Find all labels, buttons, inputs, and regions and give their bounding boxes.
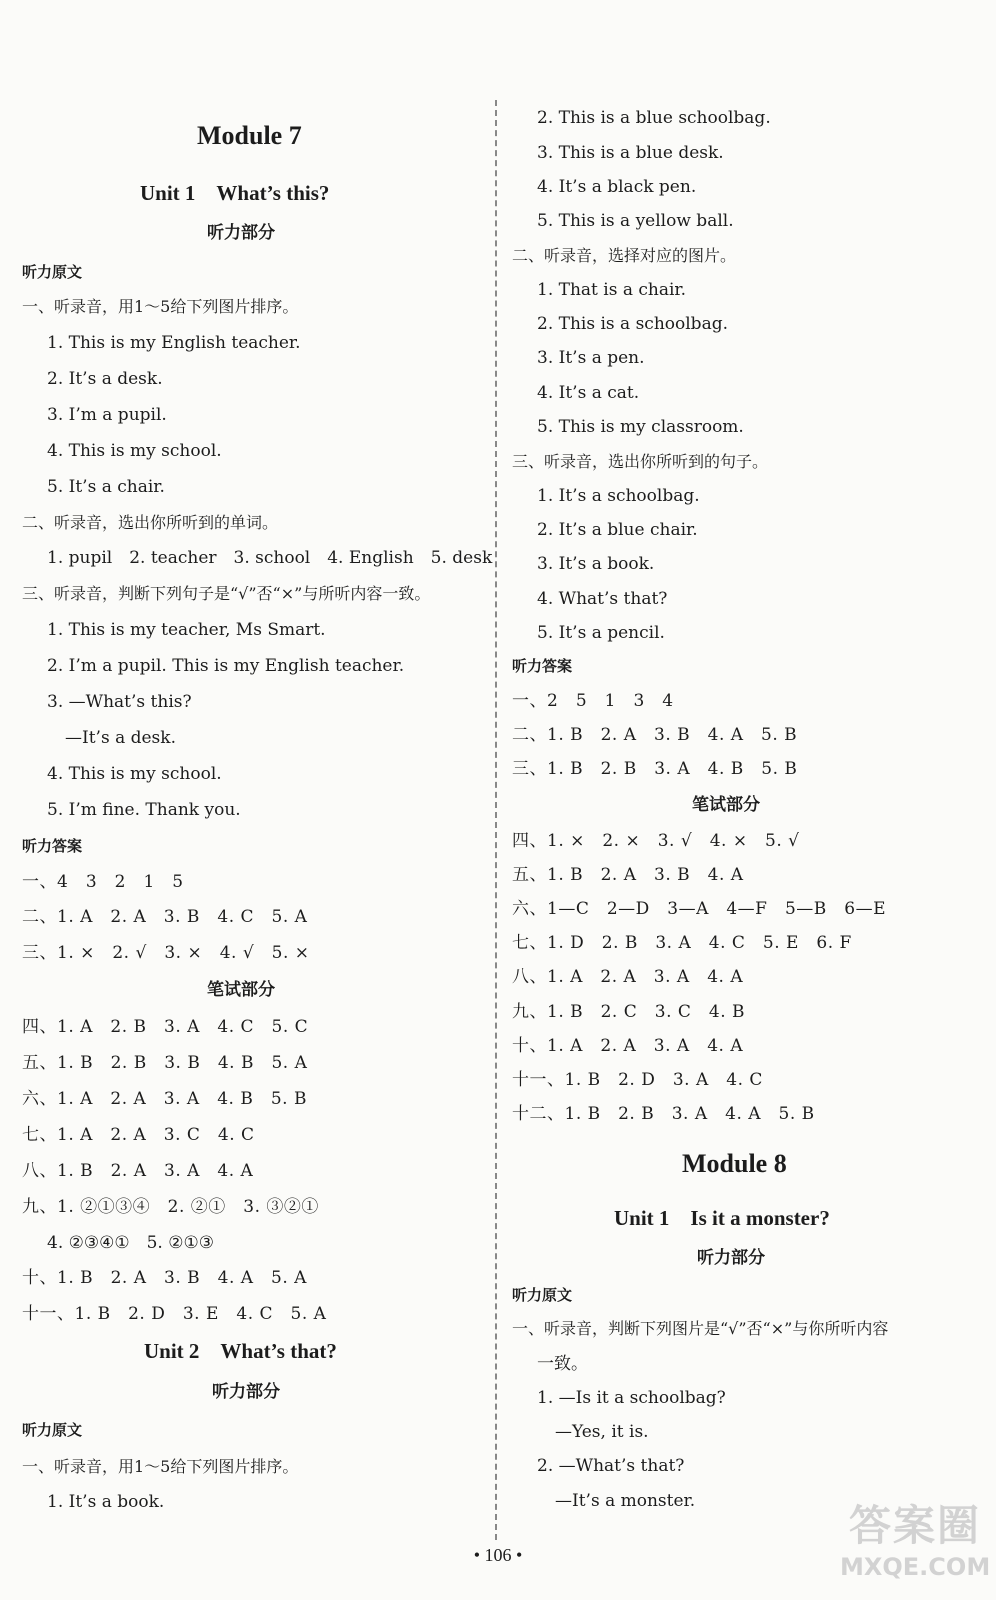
answer-line: 一、2 5 1 3 4	[512, 691, 674, 711]
answer-line: 二、1. B 2. A 3. B 4. A 5. B	[512, 725, 798, 745]
text-line: 3. It’s a pen.	[537, 348, 645, 368]
unit-heading: Unit 2 What’s that?	[144, 1339, 337, 1363]
text-line: 4. It’s a black pen.	[537, 177, 697, 197]
text-line: 4. What’s that?	[537, 589, 668, 609]
answer-line: 五、1. B 2. B 3. B 4. B 5. A	[22, 1053, 308, 1073]
part-heading: 听力部分	[207, 223, 275, 243]
text-line: 4. This is my school.	[47, 764, 222, 784]
text-line: 3. It’s a book.	[537, 554, 655, 574]
text-line: 1. —Is it a schoolbag?	[537, 1388, 726, 1408]
answer-line: 九、1. B 2. C 3. C 4. B	[512, 1002, 745, 1022]
text-line: 4. This is my school.	[47, 441, 222, 461]
answer-line: 四、1. × 2. × 3. √ 4. × 5. √	[512, 831, 800, 851]
unit-heading: Unit 1 Is it a monster?	[614, 1206, 830, 1230]
text-line: —Yes, it is.	[555, 1422, 649, 1442]
answer-line: 三、1. B 2. B 3. A 4. B 5. B	[512, 759, 798, 779]
text-line: 2. It’s a desk.	[47, 369, 163, 389]
text-line: 5. I’m fine. Thank you.	[47, 800, 241, 820]
text-line: 4. ②③④① 5. ②①③	[47, 1233, 214, 1253]
text-line: 2. It’s a blue chair.	[537, 520, 698, 540]
column-divider	[495, 100, 497, 1540]
part-heading: 笔试部分	[207, 980, 275, 1000]
text-line: 1. This is my teacher, Ms Smart.	[47, 620, 326, 640]
watermark-url: MXQE.COM	[840, 1553, 991, 1581]
text-line: 一致。	[537, 1354, 588, 1374]
part-heading: 笔试部分	[692, 795, 760, 815]
section-label: 听力原文	[22, 263, 83, 281]
text-line: 1. It’s a schoolbag.	[537, 486, 700, 506]
answer-line: 十、1. A 2. A 3. A 4. A	[512, 1036, 744, 1056]
question-instruction: 二、听录音，选择对应的图片。	[512, 246, 737, 265]
question-instruction: 一、听录音，判断下列图片是“√”否“×”与你所听内容	[512, 1319, 889, 1338]
text-line: 2. This is a blue schoolbag.	[537, 108, 771, 128]
answer-line: 三、1. × 2. √ 3. × 4. √ 5. ×	[22, 943, 310, 963]
section-label: 听力原文	[512, 1286, 573, 1304]
text-line: 3. —What’s this?	[47, 692, 192, 712]
section-label: 听力答案	[22, 837, 83, 855]
question-instruction: 三、听录音，选出你所听到的句子。	[512, 452, 769, 471]
text-line: —It’s a desk.	[65, 728, 176, 748]
text-line: 1. It’s a book.	[47, 1492, 165, 1512]
text-line: 5. It’s a chair.	[47, 477, 165, 497]
text-line: 4. It’s a cat.	[537, 383, 640, 403]
part-heading: 听力部分	[697, 1248, 765, 1268]
answer-line: 八、1. B 2. A 3. A 4. A	[22, 1161, 254, 1181]
answer-line: 六、1—C 2—D 3—A 4—F 5—B 6—E	[512, 899, 887, 919]
page-number: • 106 •	[473, 1545, 523, 1565]
answer-line: 九、1. ②①③④ 2. ②① 3. ③②①	[22, 1197, 319, 1217]
text-line: 5. This is my classroom.	[537, 417, 744, 437]
answer-line: 十一、1. B 2. D 3. E 4. C 5. A	[22, 1304, 327, 1324]
answer-line: 十一、1. B 2. D 3. A 4. C	[512, 1070, 763, 1090]
answer-line: 二、1. A 2. A 3. B 4. C 5. A	[22, 907, 308, 927]
answer-line: 十二、1. B 2. B 3. A 4. A 5. B	[512, 1104, 815, 1124]
text-line: 3. I’m a pupil.	[47, 405, 167, 425]
text-line: 1. That is a chair.	[537, 280, 687, 300]
answer-line: 六、1. A 2. A 3. A 4. B 5. B	[22, 1089, 307, 1109]
answer-line: 一、4 3 2 1 5	[22, 872, 184, 892]
section-label: 听力答案	[512, 657, 573, 675]
module-heading: Module 8	[682, 1149, 787, 1178]
text-line: 5. It’s a pencil.	[537, 623, 665, 643]
text-line: 2. I’m a pupil. This is my English teacher.	[47, 656, 405, 676]
question-instruction: 一、听录音，用1～5给下列图片排序。	[22, 1457, 299, 1476]
text-line: 3. This is a blue desk.	[537, 143, 724, 163]
text-line: 1. This is my English teacher.	[47, 333, 301, 353]
module-heading: Module 7	[197, 121, 302, 150]
text-line: 5. This is a yellow ball.	[537, 211, 734, 231]
unit-heading: Unit 1 What’s this?	[140, 181, 330, 205]
answer-line: 八、1. A 2. A 3. A 4. A	[512, 967, 744, 987]
text-line: 2. —What’s that?	[537, 1456, 685, 1476]
watermark-logo	[840, 1500, 990, 1595]
answer-line: 五、1. B 2. A 3. B 4. A	[512, 865, 744, 885]
question-instruction: 三、听录音，判断下列句子是“√”否“×”与所听内容一致。	[22, 584, 431, 603]
answer-line: 七、1. D 2. B 3. A 4. C 5. E 6. F	[512, 933, 852, 953]
question-instruction: 二、听录音，选出你所听到的单词。	[22, 513, 279, 532]
answer-line: 七、1. A 2. A 3. C 4. C	[22, 1125, 255, 1145]
text-line: —It’s a monster.	[555, 1491, 696, 1511]
part-heading: 听力部分	[212, 1382, 280, 1402]
answer-line: 十、1. B 2. A 3. B 4. A 5. A	[22, 1268, 307, 1288]
question-instruction: 一、听录音，用1～5给下列图片排序。	[22, 297, 299, 316]
answer-line: 四、1. A 2. B 3. A 4. C 5. C	[22, 1017, 309, 1037]
watermark-text: 答案圈	[848, 1501, 981, 1550]
section-label: 听力原文	[22, 1421, 83, 1439]
text-line: 1. pupil 2. teacher 3. school 4. English 5. desk	[47, 548, 493, 568]
text-line: 2. This is a schoolbag.	[537, 314, 728, 334]
